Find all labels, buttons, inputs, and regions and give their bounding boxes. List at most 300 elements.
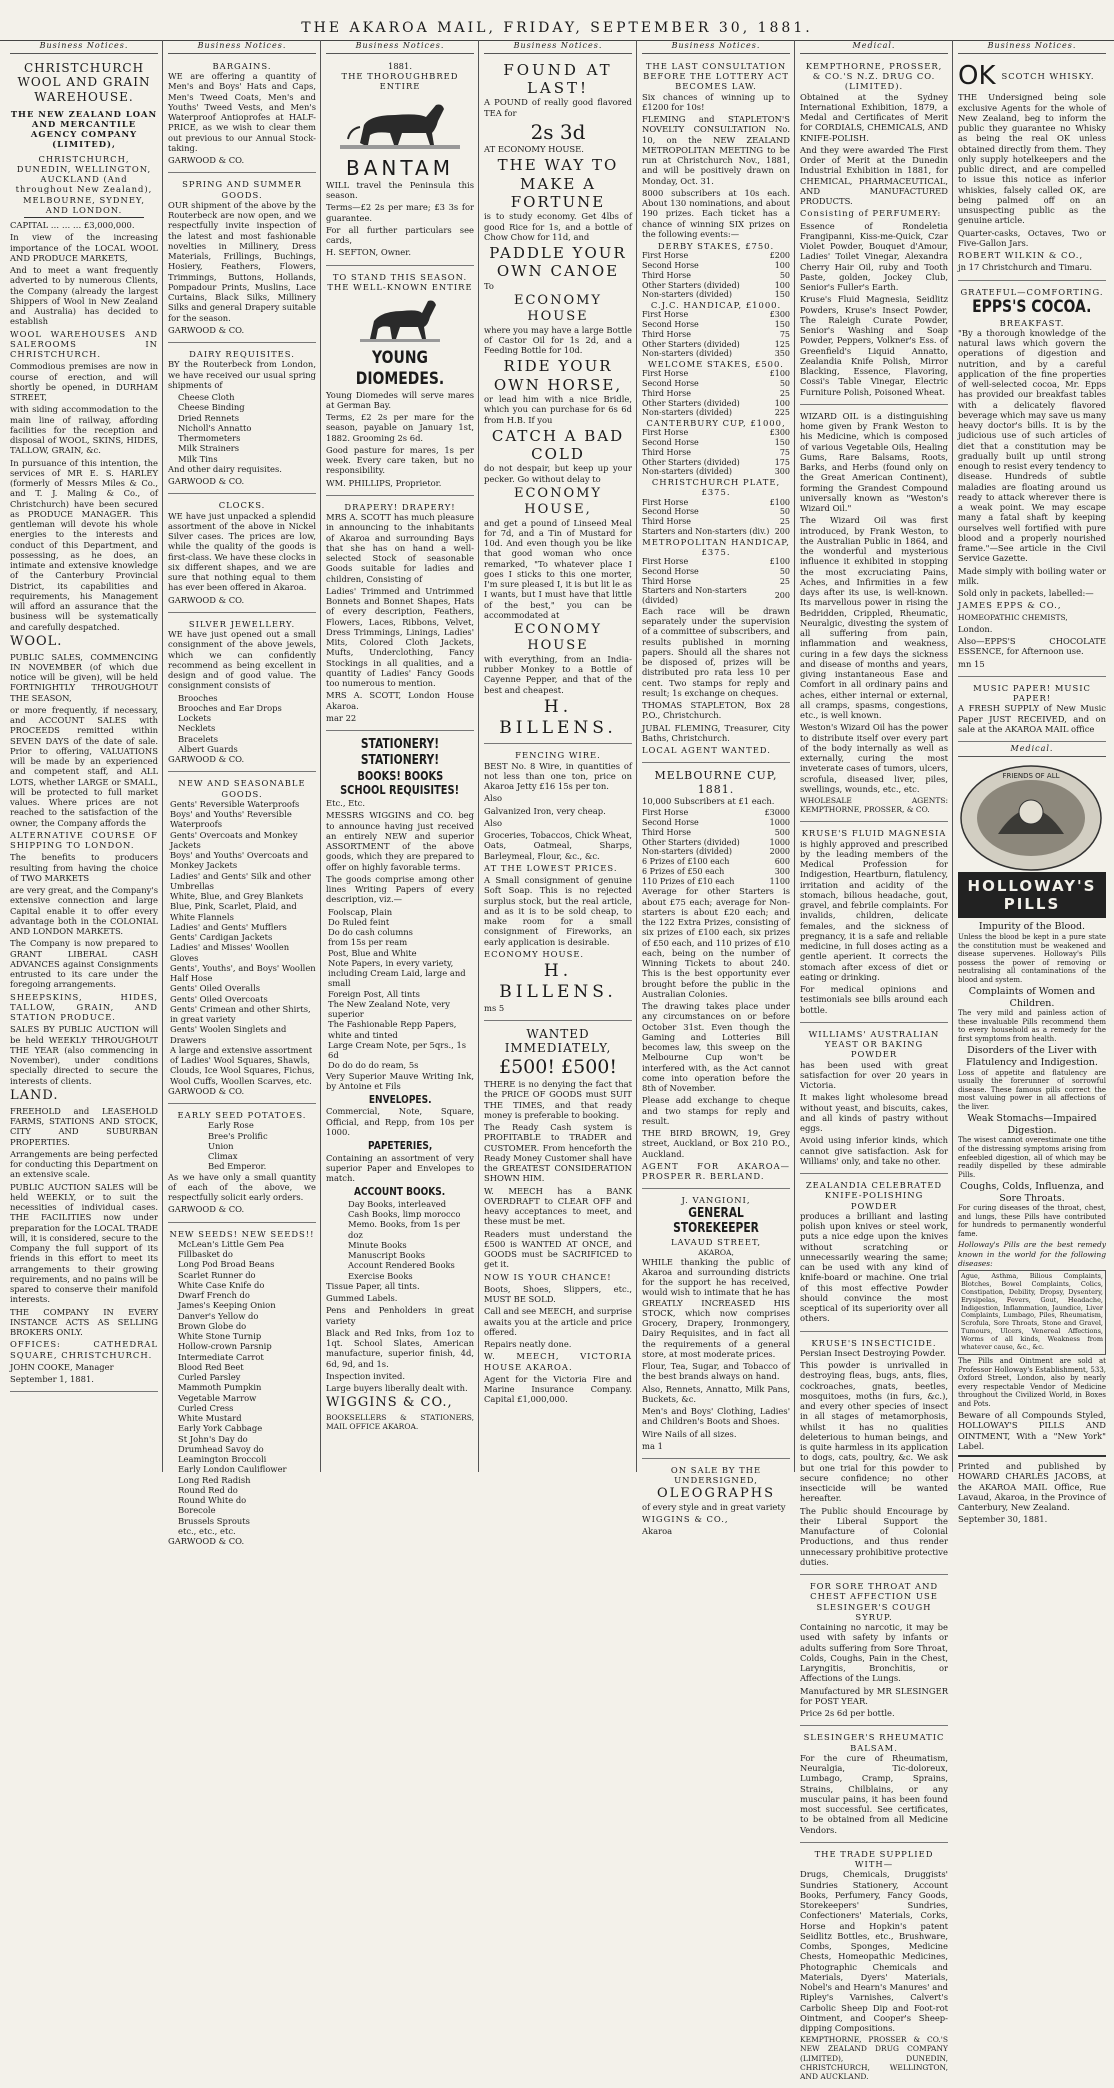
paragraph: London. — [958, 623, 993, 634]
ad-title-text: STATIONERY! STATIONERY! — [360, 737, 440, 768]
paper-item: Post, Blue and White — [328, 947, 417, 958]
prize-label: Third Horse — [642, 576, 691, 586]
paragraph: The Public should Encourage by their Liberal Support the Manufacture of Colonial Productions, and thus render unnecessary prohibitive protective duties. — [800, 1505, 948, 1567]
list-item: Cheese Cloth — [178, 392, 235, 402]
prize-table — [642, 428, 790, 477]
prize-amount: 25 — [779, 517, 790, 526]
subheading: GRATEFUL—COMFORTING. — [960, 286, 1104, 297]
prize-amount: 100 — [774, 280, 790, 290]
prize-label: Second Horse — [642, 507, 699, 517]
paragraph: THERE is no denying the fact that the PRICE OF GOODS must SUIT THE TIMES, and that ready money is preferable to booking. — [484, 1079, 632, 1120]
subheading: Complaints of Women and Children. — [968, 986, 1096, 1009]
paragraph: or lead him with a nice Bridle, which you can purchase for 6s 6d from H.B. If you — [484, 394, 632, 425]
paragraph: Loss of appetite and flatulency are usually the forerunner of sorrowful disease. These famous pills correct the most valuing power in all affections of the liver. — [958, 1068, 1106, 1111]
paragraph: BY the Routerbeck from London, we have received our usual spring shipments of — [168, 359, 316, 390]
seed-item: Dwarf French do — [178, 1290, 250, 1300]
subheading: THE THOROUGHBRED ENTIRE — [341, 71, 459, 92]
prize-amount: £300 — [769, 310, 790, 320]
dairy-ad — [168, 346, 316, 494]
prize-row — [642, 369, 790, 379]
account-book-item: Minute Books — [348, 1239, 407, 1250]
subheading: ECONOMY HOUSE — [513, 622, 603, 653]
paragraph: Boots, Shoes, Slippers, etc., MUST BE SOLD. — [484, 1283, 632, 1305]
knife-polish-ad — [800, 1177, 948, 1332]
subheading — [326, 1185, 474, 1198]
race-title: CHRISTCHURCH PLATE, £375. — [651, 477, 781, 498]
subheading: AT THE LOWEST PRICES. — [484, 862, 618, 873]
prize-row — [642, 290, 790, 300]
list-item: Gents' Cardigan Jackets — [170, 932, 273, 942]
ad-title: FENCING WIRE. — [515, 750, 601, 761]
paragraph: and get a pound of Linseed Meal for 7d, and a Tin of Mustard for 10d. And even though you be like that good woman who once remarked, "To whatever place I goes I sticks to this one morter, I'm sure pleased I, it is but lit le as I wants, but I must have that little of the best," you can be accommodated at — [484, 517, 632, 620]
amount: £500! £500! — [498, 1056, 618, 1078]
paragraph: PUBLIC AUCTION SALES will be held WEEKLY, or to suit the necessities of individual cases. THE FACILITIES now under preparation for the LOCAL TRADE will, it is considered, secure to the Company the full support of its friends in this effort to meet its arrangements to their growing requirements, and no pains will be spared to conserve their manifold interests. — [10, 1181, 158, 1305]
subheading: TO STAND THIS SEASON. — [332, 271, 468, 282]
silver-list — [168, 693, 316, 755]
prize-label: Third Horse — [642, 447, 691, 457]
fencing-ad — [484, 747, 632, 1020]
prize-label: Non-starters (divided) — [642, 467, 732, 477]
paper-item: Do Ruled feint — [328, 916, 390, 927]
column-5 — [638, 40, 795, 1537]
paragraph: 10,000 Subscribers at £1 each. — [642, 796, 775, 807]
newspaper-title: THE AKAROA MAIL, FRIDAY, SEPTEMBER 30, 1881. — [301, 20, 813, 36]
prize-label: Other Starters (divided) — [642, 280, 740, 290]
signature: WIGGINS & CO., — [642, 1513, 729, 1524]
subheading-text: ENVELOPES. — [368, 1093, 432, 1107]
subheading — [326, 1093, 474, 1106]
list-item: Ladies' and Misses' Woollen Gloves — [170, 942, 290, 963]
paragraph: In pursuance of this intention, the services of MR E. S. HARLEY (formerly of Messrs Miles & Co., and T. J. Maling & Co., of Christchurch) have been secured as PRODUCE MANAGER. This gentleman will devote his whole energies to the interests and conduct of this Department, and possessing, as he does, an intimate and extensive knowledge of the Canterbury Provincial District, its capabilities and requirements, his Management will afford an assurance that the business will be systematically and carefully despatched. — [10, 457, 158, 632]
column-4 — [480, 40, 637, 1472]
seed-item: St John's Day do — [178, 1433, 248, 1444]
prize-amount: 150 — [774, 320, 790, 329]
subheading-text: PAPETERIES, — [367, 1139, 433, 1153]
ad-title — [326, 737, 474, 769]
paragraph: Essence of Rondeletia Frangipanni, Kiss-me-Quick, Czar Violet Powder, Bouquet d'Amour, Ladies' Toilet Vinegar, Alexandra Cherry Hair Oil, ruby and Tooth Paste, golden, Jockey Club, Senior's Fuller's Earth. — [800, 220, 948, 292]
account-book-item: Account Rendered Books — [348, 1260, 455, 1271]
account-book-item: Day Books, interleaved — [348, 1198, 447, 1209]
column-header: Business Notices. — [10, 40, 158, 54]
paragraph: To — [484, 280, 494, 291]
paragraph: where you may have a large Bottle of Castor Oil for 1s 2d, and a Feeding Bottle for 10d. — [484, 324, 632, 356]
paragraph: Galvanized Iron, very cheap. — [484, 805, 606, 816]
paragraph: MESSRS WIGGINS and CO. beg to announce having just received an entirely NEW and superior ASSORTMENT of the above goods, which they are prepared to offer on highly favorable terms. — [326, 810, 474, 872]
list-item: Bracelets — [178, 733, 219, 744]
subheading-text: SCHOOL REQUISITES! — [340, 783, 460, 798]
race-title: METROPOLITAN HANDICAP, £375. — [642, 536, 790, 557]
paragraph: The very mild and painless action of these invaluable Pills recommend them to every household as a remedy for the first symptoms from health. — [958, 1009, 1106, 1043]
seed-item: Intermediate Carrot — [178, 1351, 264, 1362]
paragraph: It makes light wholesome bread without yeast, and biscuits, cakes, and all kinds of pastry without eggs. — [800, 1092, 948, 1134]
prize-row — [642, 458, 790, 468]
paragraph: Gummed Labels. — [326, 1293, 398, 1304]
paragraph: Readers must understand the £500 is WANTED AT ONCE, and GOODS must be SACRIFICED to get it. — [484, 1228, 632, 1270]
warning: Beware of all Compounds Styled, HOLLOWAY'S PILLS AND OINTMENT, With a "New York" Label. — [958, 1410, 1106, 1451]
ad-title-text: SCOTCH WHISKY. — [1001, 71, 1095, 82]
signature: GARWOOD & CO. — [168, 1204, 245, 1215]
paragraph: MRS A. SCOTT has much pleasure in announcing to the inhabitants of Akaroa and surrounding Bays that she has on hand a well-selected Stock of seasonable Goods suitable for ladies and children, Consisting of — [326, 512, 474, 584]
column-6 — [796, 40, 953, 2081]
seed-item: White Case Knife do — [178, 1279, 265, 1290]
subheading: Disorders of the Liver with Flatulency and Indigestion. — [966, 1045, 1098, 1069]
paragraph: Agent for the Victoria Fire and Marine Insurance Company. Capital £1,000,000. — [484, 1373, 632, 1405]
stationery-ad — [326, 734, 474, 1438]
paragraph: SALES BY PUBLIC AUCTION will be held WEEKLY THROUGHOUT THE YEAR (also commencing in November), under conditions specially directed to secure the interests of clients. — [10, 1024, 158, 1086]
paragraph: And to meet a want frequently adverted to by numerous Clients, the Company (already the largest Shippers of Wool in New Zealand and Australia) has decided to establish — [10, 265, 158, 327]
subheading: NOW IS YOUR CHANCE! — [484, 1271, 612, 1282]
paragraph: The drawing takes place under any circumstances on or before October 31st. Even though the Gaming and Lotteries Bill becomes law, this sweep on the Melbourne Cup won't be interfered with, as the Act cannot come into operation before the 8th of November. — [642, 1001, 790, 1094]
paragraph: In view of the increasing importance of the LOCAL WOOL AND PRODUCE MARKETS, — [10, 232, 158, 263]
paragraph: Groceries, Tobaccos, Chick Wheat, Oats, Oatmeal, Sharps, Barleymeal, Flour, &c., &c. — [484, 830, 632, 861]
prize-table — [642, 557, 790, 606]
paragraph: Repairs neatly done. — [484, 1339, 572, 1350]
paragraph: Black and Red Inks, from 1oz to 1qt. School Slates, American manufacture, superior finish, 4d, 6d, 9d, and 1s. — [326, 1327, 474, 1369]
ad-title: FOUND AT LAST! — [503, 60, 613, 98]
prize-row — [642, 261, 790, 271]
paragraph: Sold only in packets, labelled:— — [958, 588, 1094, 599]
paragraph: Tissue Paper, all tints. — [326, 1280, 420, 1291]
column-3 — [322, 40, 479, 1472]
prize-row — [642, 838, 790, 848]
consultation-ad — [642, 58, 790, 764]
prize-amount: 50 — [779, 566, 790, 576]
potato-list — [168, 1120, 316, 1171]
prize-amount: £100 — [769, 557, 790, 566]
paper-item: Do do cash columns — [328, 927, 413, 938]
prize-row — [642, 389, 790, 399]
prize-label: Non-starters (divided) — [642, 290, 732, 300]
seeds-list — [168, 1239, 316, 1536]
signature: ROBERT WILKIN & CO., — [958, 250, 1084, 261]
address: LAVAUD STREET, — [670, 1237, 762, 1248]
date: September 1, 1881. — [10, 1374, 94, 1385]
paragraph: WE have just unpacked a splendid assortment of the above in Nickel Silver cases. The prices are low, while the quality of the goods is first-class. We have these clocks in six different shapes, and we are sure that nothing equal to them has ever been offered in Akaroa. — [168, 510, 316, 593]
prize-row — [642, 408, 790, 418]
ad-title: BARGAINS. — [212, 60, 272, 71]
paragraph: Large buyers liberally dealt with. — [326, 1383, 468, 1394]
ad-title — [958, 297, 1106, 318]
paragraph: The Pills and Ointment are sold at Professor Holloway's Establishment, 533, Oxford Street, London, also by nearly every respectable Vendor of Medicine throughout the Civilized World, in Boxes and Pots. — [958, 1357, 1106, 1408]
ad-title: WANTED IMMEDIATELY, — [504, 1026, 612, 1056]
potatoes-ad — [168, 1107, 316, 1223]
locations: CHRISTCHURCH, DUNEDIN, WELLINGTON, AUCKLAND (And throughout New Zealand), MELBOURNE, SYDNEY, AND LONDON. — [15, 153, 153, 215]
diomedes-ad — [326, 269, 474, 496]
ad-title: THE LAST CONSULTATION BEFORE THE LOTTERY ACT BECOMES LAW. — [643, 60, 789, 92]
trade-ad — [800, 1846, 948, 2088]
signature: THE BIRD BROWN, 19, Grey street, Auckland, or Box 210 P.O., Auckland. — [642, 1128, 790, 1159]
ad-title: MELBOURNE CUP, 1881. — [654, 769, 778, 796]
horse-name-text: YOUNG DIOMEDES. — [355, 348, 445, 389]
magnesia-ad — [800, 825, 948, 1023]
prize-label: Non-starters (divided) — [642, 349, 732, 359]
prize-label: Other Starters (divided) — [642, 398, 740, 408]
ok-mark: OK — [958, 60, 996, 91]
seed-item: Scarlet Runner do — [178, 1269, 256, 1280]
prize-label: Starters and Non-starters (divided) — [642, 586, 747, 605]
prize-label: Third Horse — [642, 827, 691, 837]
subheading-text: BOOKS! BOOKS — [357, 768, 443, 783]
music-paper-ad — [958, 680, 1106, 742]
signature: WIGGINS & CO., — [326, 1395, 453, 1411]
prize-amount: 75 — [779, 329, 790, 339]
paragraph: Each race will be drawn separately under the supervision of a committee of subscribers, and results published in morning papers. Should all the shares not be disposed of, prizes will be distributed pro rata less 10 per cent. Two stamps for reply and result; 1s exchange on cheques. — [642, 605, 790, 698]
list-item: Brooches — [178, 692, 218, 703]
prize-row — [642, 818, 790, 828]
list-item: Boys' and Youths' Overcoats and Monkey Jackets — [170, 850, 309, 871]
paper-item: The New Zealand Note, very superior — [328, 998, 451, 1020]
seed-item: Curled Cress — [178, 1402, 234, 1413]
paper-item: Foolscap, Plain — [328, 906, 393, 917]
prize-label: Other Starters (divided) — [642, 339, 740, 349]
paragraph: Unless the blood be kept in a pure state the constitution must be weakened and disease supervenes. Holloway's Pills possess the power of removing or neutralising all contaminations of the blood and system. — [958, 933, 1106, 984]
wizard-oil-ad — [800, 408, 948, 823]
prize-amount: 75 — [779, 447, 790, 457]
paragraph: Wire Nails of all sizes. — [642, 1428, 737, 1439]
kempthorne-ad — [800, 58, 948, 405]
prize-row — [642, 577, 790, 587]
spring-goods-ad — [168, 176, 316, 343]
list-item: Blue, Pink, Scarlet, Plaid, and White Flannels — [170, 901, 297, 922]
prize-label: Second Horse — [642, 320, 699, 329]
seasonable-list — [168, 799, 316, 1086]
signature: GARWOOD & CO. — [168, 324, 245, 335]
prize-row — [642, 281, 790, 291]
subheading: Weak Stomachs—Impaired Digestion. — [967, 1113, 1097, 1136]
paragraph: For medical opinions and testimonials see bills around each bottle. — [800, 984, 948, 1015]
insecticide-ad — [800, 1335, 948, 1576]
prize-row — [642, 808, 790, 818]
baking-powder-ad — [800, 1026, 948, 1174]
oleographs-ad — [642, 1462, 790, 1543]
paragraph: PUBLIC SALES, COMMENCING IN NOVEMBER (of which due notice will be given), will be held FORTNIGHTLY THROUGHOUT THE SEASON, — [10, 651, 158, 703]
melbourne-cup-ad — [642, 766, 790, 1189]
signature: JOHN COOKE, Manager — [10, 1361, 114, 1372]
signature: JUBAL FLEMING, Treasurer, City Baths, Christchurch. — [642, 722, 790, 743]
seed-item: Round White do — [178, 1495, 247, 1505]
prize-amount: 2000 — [769, 847, 790, 857]
prize-row — [642, 271, 790, 281]
paragraph: A POUND of really good flavored TEA for — [484, 97, 632, 118]
paragraph: Terms—£2 2s per mare; £3 3s for guarantee. — [326, 202, 474, 223]
prize-table — [642, 310, 790, 359]
prize-amount: £100 — [769, 369, 790, 379]
seed-item: Hollow-crown Parsnip — [178, 1341, 272, 1352]
paragraph: Price 2s 6d per bottle. — [800, 1708, 895, 1719]
race-title: WELCOME STAKES, £500. — [648, 359, 784, 369]
prize-label: Third Horse — [642, 329, 691, 339]
subheading: ECONOMY HOUSE — [513, 292, 603, 324]
prize-row — [642, 438, 790, 448]
seed-item: Borecole — [178, 1505, 216, 1516]
paragraph: Commercial, Note, Square, Official, and Repp, from 10s per 1000. — [326, 1106, 474, 1137]
list-item: A large and extensive assortment of Ladies' Wool Squares, Shawls, Clouds, Ice Wool Squares, Fichus, Wool Cuffs, Woollen Scarves, etc. — [170, 1044, 315, 1086]
address: AKAROA, — [698, 1247, 734, 1257]
paragraph: with everything, from an India-rubber Monkey to a Bottle of Cayenne Pepper, and that of the best and cheapest. — [484, 653, 632, 695]
date: September 30, 1881. — [958, 1514, 1048, 1525]
prize-label: 6 Prizes of £100 each — [642, 857, 730, 867]
ad-title — [958, 61, 1106, 93]
subheading — [326, 769, 474, 784]
list-item: Gents' Reversible Waterproofs — [170, 798, 300, 809]
bantam-ad — [326, 58, 474, 266]
prize-label: First Horse — [642, 428, 689, 438]
paragraph: OUR shipment of the above by the Routerbeck are now open, and we respectfully invite inspection of the latest and most fashionable novelties in Millinery, Dress Materials, Frillings, Buchings, Hosiery, Feathers, Flowers, Trimmings, Buttons, Hollands, Pompadour Prints, Muslins, Lace Curtains, Black Silks, Millinery Silks and general Drapery suitable for the season. — [168, 199, 316, 323]
paragraph: Six chances of winning up to £1200 for 10s! — [642, 91, 790, 112]
capital: CAPITAL … … … £3,000,000. — [10, 220, 135, 231]
prize-row — [642, 847, 790, 857]
prize-row — [642, 517, 790, 527]
list-item: Milk Tins — [178, 453, 218, 464]
paragraph: mn 15 — [958, 658, 985, 669]
subheading: Coughs, Colds, Influenza, and Sore Throats. — [960, 1181, 1104, 1204]
race-title: CANTERBURY CUP, £1000, — [646, 418, 786, 428]
paragraph: Also — [484, 793, 503, 804]
race-title: C.J.C. HANDICAP, £1000. — [650, 300, 782, 310]
paragraph: A Small consignment of genuine Soft Soap. This is no rejected surplus stock, but the real article, and as it is to be sold cheap, to make room for a small consignment of Fireworks, an early application is desirable. — [484, 875, 632, 947]
prize-label: Second Horse — [642, 261, 699, 270]
signature: WM. PHILLIPS, Proprietor. — [326, 477, 442, 488]
prize-amount: 50 — [779, 507, 790, 517]
prize-row — [642, 877, 790, 887]
address: Akaroa — [642, 1526, 673, 1537]
prize-row — [642, 467, 790, 477]
subheading: OLEOGRAPHS — [657, 1485, 775, 1501]
paragraph: Good pasture for mares, 1s per week. Every care taken, but no responsibility. — [326, 444, 474, 476]
prize-label: Third Horse — [642, 388, 691, 398]
ad-title-text: EPPS'S COCOA. — [972, 296, 1092, 317]
prize-row — [642, 320, 790, 330]
seed-item: etc., etc., etc. — [178, 1525, 236, 1536]
signature: GARWOOD & CO. — [168, 1536, 245, 1546]
subheading-text: ACCOUNT BOOKS. — [354, 1185, 446, 1199]
list-item: Lockets — [178, 713, 211, 723]
subheading — [326, 783, 474, 798]
ad-title: KEMPTHORNE, PROSSER, & CO.'S N.Z. DRUG CO. (LIMITED). — [805, 60, 943, 92]
paragraph: Kruse's Fluid Magnesia, Seidlitz Powders, Kruse's Insect Powder, The Raleigh Curate Powder, Senior's Washing and Soap Powder, Peppers, Volkner's Ess. of Greenfield's Liquid Annatto, Zealandia Knife Polish, Mirror Blacking, Essence, Flavoring, Cossi's Table Vinegar, Electric Furniture Polish, Poisoned Wheat. — [800, 294, 948, 397]
paragraph: HOMEOPATHIC CHEMISTS, — [958, 612, 1068, 622]
seed-item: Early London Cauliflower — [178, 1464, 287, 1475]
signature: GARWOOD & CO. — [168, 594, 245, 605]
seed-item: Brown Globe do — [178, 1320, 247, 1331]
cough-syrup-ad — [800, 1578, 948, 1726]
price: 2s 3d — [530, 119, 586, 144]
paragraph: do not despair, but keep up your pecker. Go without delay to — [484, 463, 632, 484]
prize-label: Second Horse — [642, 438, 699, 447]
account-book-item: Exercise Books — [348, 1270, 413, 1281]
ad-title: ZEALANDIA CELEBRATED KNIFE-POLISHING POWDER — [805, 1180, 943, 1211]
prize-label: Second Horse — [642, 379, 699, 388]
paper-list — [326, 907, 474, 1071]
cocoa-ad — [958, 284, 1106, 677]
paragraph: "By a thorough knowledge of the natural laws which govern the operations of digestion and nutrition, and by a careful application of the fine properties of well-selected cocoa, Mr. Epps has provided our breakfast tables with a delicately flavored beverage which may save us many heavy doctor's bills. It is by the judicious use of such articles of diet that a constitution may be gradually built up until strong enough to resist every tendency to disease. Hundreds of subtle maladies are floating around us ready to attack wherever there is a weak point. We may escape many a fatal shaft by keeping ourselves well fortified with pure blood and a properly nourished frame."—See article in the Civil Service Gazette. — [958, 327, 1106, 564]
ad-title: DRAPERY! DRAPERY! — [344, 501, 456, 512]
ad-title: NEW AND SEASONABLE GOODS. — [178, 778, 306, 799]
list-item: Boys' and Youths' Reversible Waterproofs — [170, 809, 292, 830]
prize-label: First Horse — [642, 808, 689, 818]
imprint: Printed and published by HOWARD CHARLES JACOBS, at the AKAROA MAIL Office, Rue Lavaud, Akaroa, in the Province of Canterbury, New Zealand. — [958, 1461, 1106, 1513]
seed-item: Vegetable Marrow — [178, 1392, 257, 1403]
list-item: Nicholl's Annatto — [178, 422, 252, 433]
prize-label: 110 Prizes of £10 each — [642, 876, 735, 886]
list-item: Gents' Woolen Singlets and Drawers — [170, 1024, 287, 1045]
list-item: Gents' Oiled Overcoats — [170, 993, 268, 1004]
paragraph: For curing diseases of the throat, chest, and lungs, these Pills have contributed for hundreds to permanently wonderful fame. — [958, 1204, 1106, 1238]
paragraph: Avoid using inferior kinds, which cannot give satisfaction. Ask for Williams' only, and take no other. — [800, 1135, 948, 1166]
prize-amount: 50 — [779, 379, 790, 388]
ad-title: J. VANGIONI, — [681, 1195, 751, 1206]
prize-table — [642, 369, 790, 418]
paragraph: Commodious premises are now in course of erection, and will shortly be opened, in DURHAM STREET, — [10, 361, 158, 403]
prize-label: Non-starters (divided) — [642, 847, 732, 857]
dairy-list — [168, 392, 316, 464]
list-item: Thermometers — [178, 433, 241, 443]
prize-label: Other Starters (divided) — [642, 837, 740, 847]
prize-row — [642, 557, 790, 567]
paragraph: Young Diomedes will serve mares at German Bay. — [326, 389, 474, 410]
prize-row — [642, 567, 790, 577]
seeds-ad — [168, 1226, 316, 1554]
paragraph: Terms, £2 2s per mare for the season, payable on January 1st, 1882. Grooming 2s 6d. — [326, 412, 474, 443]
balsam-ad — [800, 1729, 948, 1843]
paper-item: Do do do do ream, 5s — [328, 1060, 419, 1071]
paragraph: AT ECONOMY HOUSE. — [484, 144, 584, 155]
seed-item: Mammoth Pumpkin — [178, 1382, 262, 1393]
seed-item: Round Red do — [178, 1484, 238, 1495]
subheading: WOOL WAREHOUSES AND SALEROOMS IN CHRISTCHURCH. — [10, 328, 158, 360]
column-1 — [6, 40, 163, 1472]
paragraph: FREEHOLD and LEASEHOLD FARMS, STATIONS AND STOCK, CITY AND SUBURBAN PROPERTIES. — [10, 1105, 158, 1147]
column-2 — [164, 40, 321, 1546]
prize-label: First Horse — [642, 497, 689, 507]
paragraph: WE have just opened out a small consignment of the above jewels, which we can confidently recommend as being excellent in design and of good value. The consignment consists of — [168, 629, 316, 691]
seed-item: Fillbasket do — [178, 1249, 233, 1259]
account-book-item: Manuscript Books — [348, 1250, 426, 1261]
subheading: CATCH A BAD COLD — [491, 426, 625, 464]
prize-row — [642, 448, 790, 458]
horse-engraving — [360, 295, 440, 345]
prize-label: Other Starters (divided) — [642, 457, 740, 467]
paragraph: Men's and Boys' Clothing, Ladies' and Children's Boots and Shoes. — [642, 1406, 790, 1427]
paragraph: For all further particulars see cards, — [326, 224, 474, 246]
paper-item: from 15s per ream — [328, 937, 408, 948]
paragraph: are very great, and the Company's extensive connection and large Capital enable it to offer every advantage both in the COLONIAL AND LONDON MARKETS. — [10, 885, 158, 937]
prize-amount: 300 — [774, 866, 790, 876]
signature: H. BILLENS. — [499, 961, 617, 1002]
prize-label: First Horse — [642, 557, 689, 566]
paragraph: Also, Rennets, Annatto, Milk Pans, Buckets, &c. — [642, 1383, 790, 1404]
subheading-text: GENERAL STOREKEEPER — [673, 1205, 759, 1237]
ad-title: THE TRADE SUPPLIED WITH— — [814, 1848, 934, 1870]
paragraph: with siding accommodation to the main line of railway, affording facilities for the reception and disposal of WOOL, SKINS, HIDES, TALLOW, GRAIN, &c. — [10, 404, 158, 456]
ad-title: EARLY SEED POTATOES. — [177, 1110, 307, 1120]
list-item: Brooches and Ear Drops — [178, 702, 282, 713]
paragraph: Also — [484, 817, 503, 828]
seal-label: FRIENDS OF ALL — [1002, 771, 1060, 780]
account-list — [326, 1199, 474, 1281]
address: BOOKSELLERS & STATIONERS, MAIL OFFICE AKAROA. — [326, 1413, 474, 1432]
paragraph: Weston's Wizard Oil has the power to distribute itself over every part of the body internally as well as externally, curing the most inveterate cases of tumors, ulcers, scrofula, diseased liver, piles, swellings, wounds, etc., etc. — [800, 722, 948, 794]
paragraph: As we have only a small quantity of each of the above, we respectfully solicit early orders. — [168, 1171, 316, 1202]
ad-title: KRUSE'S INSECTICIDE. — [811, 1337, 937, 1348]
clocks-ad — [168, 497, 316, 613]
subheading: SHEEPSKINS, HIDES, TALLOW, GRAIN, AND STATION PRODUCE. — [10, 991, 158, 1023]
prize-amount: 50 — [779, 270, 790, 280]
list-item: Gents' Crimean and other Shirts, in great variety — [170, 1003, 311, 1024]
meech-ad — [484, 1024, 632, 1412]
subheading: PADDLE YOUR OWN CANOE — [489, 244, 627, 281]
signature: THOMAS STAPLETON, Box 28 P.O., Christchurch. — [642, 700, 790, 721]
